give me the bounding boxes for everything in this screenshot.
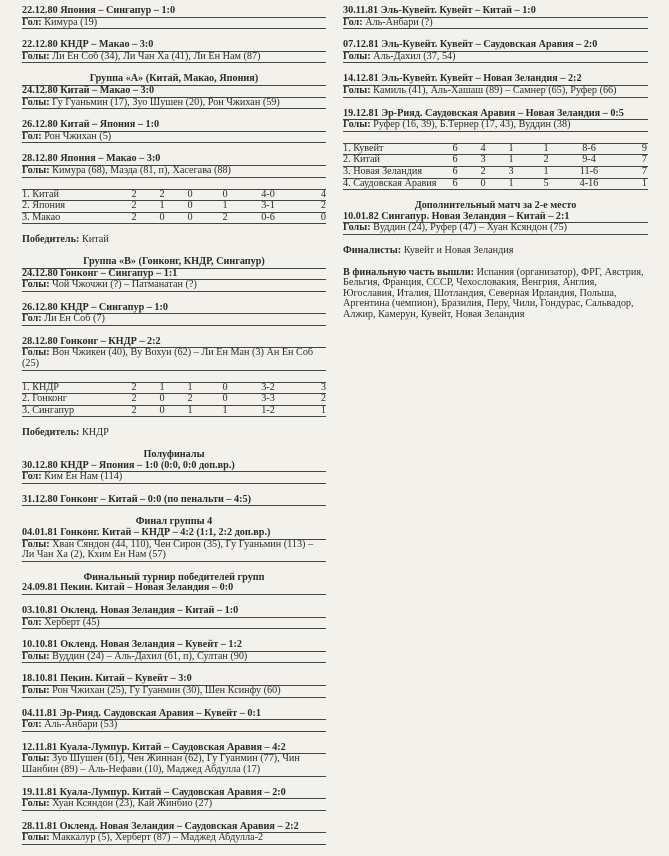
standings-cell: 6 [452,177,458,189]
scorers-line [22,833,326,845]
standings-cell: 0 [222,393,228,405]
summary-label: Победитель: [22,234,80,246]
scorers-label: Голы: [22,538,50,550]
match-block [22,154,326,177]
standings-cell: 2 [131,211,137,223]
scorers-label: Голы: [22,650,50,662]
match-block [22,461,326,484]
standings-cell: 2. Гонконг [22,393,67,405]
summary-label: В финальную часть вышли: [343,266,475,278]
standings-cell: 7 [641,154,647,166]
standings-row [22,405,326,417]
standings-cell: 1 [222,200,228,212]
standings-cell: 6 [452,165,458,177]
match-block [22,583,326,595]
scorers-text: Маккалур (5), Херберт (87) – Маджед Абдулла-2 [52,832,264,844]
standings-cell: 4-0 [261,188,275,200]
scorers-line [22,166,326,178]
standings-cell: 2. Китай [343,154,380,166]
standings-cell: 3-1 [261,200,275,212]
group-header: Группа «В» (Гонконг, КНДР, Сингапур) [22,257,326,269]
match-header: 07.12.81 Эль-Кувейт. Кувейт – Саудовская Аравия – 2:0 [343,40,648,52]
scorers-label: Голы: [22,50,50,62]
standings-cell: 1 [187,404,193,416]
stage-header: Полуфиналы [143,449,205,461]
standings-cell: 3. Новая Зеландия [343,165,423,177]
standings-cell: 2 [131,200,137,212]
standings-cell: 3 [320,381,326,393]
match-header: 28.12.80 Гонконг – КНДР – 2:2 [22,337,326,349]
scorers-text: Камиль (41), Аль-Хашаш (89) – Самнер (65), Руфер (66) [373,84,617,96]
standings-cell: 7 [641,165,647,177]
standings-cell: 0 [320,211,326,223]
match-block [22,120,326,143]
scorers-label: Гол: [22,719,42,731]
standings-cell: 2 [159,188,165,200]
match-block [343,109,648,132]
standings-cell: 8-6 [582,142,596,154]
match-header: 10.01.82 Сингапур. Новая Зеландия – Китай – 2:1 [343,212,648,224]
scorers-label: Голы: [22,279,50,291]
scorers-line [22,52,326,64]
standings-cell: 1. КНДР [22,381,59,393]
match-block [22,6,326,29]
standings-row [343,154,648,166]
standings-cell: 4. Саудовская Аравия [343,177,437,189]
standings-cell: 4 [480,142,486,154]
scorers-label: Голы: [343,84,371,96]
match-header: 18.10.81 Пекин. Китай – Кувейт – 3:0 [22,674,326,686]
match-header: 04.11.81 Эр-Рияд. Саудовская Аравия – Кувейт – 0:1 [22,709,326,721]
scorers-label: Голы: [22,753,50,765]
standings-row [22,382,326,394]
standings-cell: 0 [159,404,165,416]
scorers-line [343,52,648,64]
standings-cell: 3 [480,154,486,166]
standings-cell: 3. Макао [22,211,61,223]
standings-cell: 0 [159,393,165,405]
scorers-line [343,120,648,132]
match-header: 24.12.80 Гонконг – Сингапур – 1:1 [22,269,326,281]
standings-cell: 1 [508,177,514,189]
scorers-text: Рон Чжихан (5) [44,130,112,142]
match-block [22,40,326,63]
scorers-line [343,18,648,30]
standings-cell: 0 [187,200,193,212]
standings-cell: 1-2 [261,404,275,416]
scorers-text: Чой Чжочжи (?) – Патманатан (?) [52,279,197,291]
standings-row [343,178,648,190]
standings-cell: 2 [131,404,137,416]
scorers-label: Гол: [22,16,42,28]
standings-cell: 1. Кувейт [343,142,384,154]
match-header: 19.12.81 Эр-Рияд. Саудовская Аравия – Новая Зеландия – 0:5 [343,109,648,121]
summary-text: КНДР [81,427,109,439]
scorers-label: Гол: [22,471,42,483]
standings-cell: 6 [452,154,458,166]
summary-text: Китай [81,234,109,246]
match-block [343,74,648,97]
match-block [22,788,326,811]
standings-cell: 1 [508,154,514,166]
standings-cell: 0 [187,211,193,223]
stage-header: Финальный турнир победителей групп [83,571,265,583]
standings-row [22,393,326,405]
standings-table [343,143,648,190]
scorers-text: Ким Ен Нам (114) [44,471,123,483]
standings-cell: 2. Япония [22,200,66,212]
scorers-text: Рон Чжихан (25), Гу Гуанмин (30), Шен Ксинфу (60) [52,684,281,696]
match-block [22,822,326,845]
standings-cell: 1 [543,165,549,177]
summary-line [22,235,326,246]
group-header: Группа «А» (Китай, Макао, Япония) [22,74,326,86]
match-header: 14.12.81 Эль-Кувейт. Кувейт – Новая Зеландия – 2:2 [343,74,648,86]
match-header: 12.11.81 Куала-Лумпур. Китай – Саудовская Аравия – 4:2 [22,743,326,755]
standings-cell: 2 [131,393,137,405]
standings-cell: 2 [131,188,137,200]
scorers-line [22,132,326,144]
summary-text: Кувейт и Новая Зеландия [403,244,514,256]
standings-cell: 9-4 [582,154,596,166]
scorers-line [22,540,326,562]
standings-cell: 2 [480,165,486,177]
match-block [22,743,326,777]
summary-text: Испания (организатор), ФРГ, Австрия, Бельгия, Франция, СССР, Чехословакия, Венгрия, Англия, Югославия, Италия, Шотландия, Северная Ирландия, Польша, Аргентина (чемпион), Бразилия, Перу, Чили, Гондурас, Сальвадор, Алжир, Камерун, Кувейт, Новая Зеландия [343,266,644,320]
match-block [343,212,648,235]
standings-cell: 9 [641,142,647,154]
match-header: 22.12.80 Япония – Сингапур – 1:0 [22,6,326,18]
match-block [22,303,326,326]
match-header: 24.09.81 Пекин. Китай – Новая Зеландия – 0:0 [22,583,326,595]
match-header: 31.12.80 Гонконг – Китай – 0:0 (по пенальти – 4:5) [22,495,326,507]
scorers-label: Голы: [22,684,50,696]
standings-cell: 2 [543,154,549,166]
standings-cell: 2 [187,393,193,405]
scorers-text: Гу Гуаньмин (17), Зуо Шушен (20), Рон Чжихан (59) [52,96,280,108]
scorers-text: Вуддин (24), Руфер (47) – Хуан Ксяндон (75) [373,222,567,234]
match-block [22,337,326,371]
match-block [22,528,326,562]
scorers-label: Голы: [22,347,50,359]
match-header: 30.11.81 Эль-Кувейт. Кувейт – Китай – 1:0 [343,6,648,18]
standings-cell: 1 [222,404,228,416]
scorers-line [343,223,648,235]
match-header: 28.12.80 Япония – Макао – 3:0 [22,154,326,166]
standings-cell: 1. Китай [22,188,59,200]
scorers-text: Аль-Анбари (53) [44,719,118,731]
standings-row [343,166,648,178]
scorers-line [22,799,326,811]
scorers-text: Кимура (19) [44,16,98,28]
summary-label: Финалисты: [343,244,402,256]
match-block [22,86,326,109]
standings-cell: 2 [320,393,326,405]
standings-cell: 11-6 [579,165,599,177]
standings-cell: 2 [320,200,326,212]
left-column [22,6,326,856]
scorers-line [22,348,326,370]
scorers-label: Голы: [22,832,50,844]
match-header: 26.12.80 Китай – Япония – 1:0 [22,120,326,132]
scorers-label: Гол: [343,16,363,28]
stage-header: Дополнительный матч за 2-е место [414,200,577,212]
scorers-line [343,86,648,98]
standings-cell: 1 [159,381,165,393]
standings-cell: 1 [508,142,514,154]
match-header: 30.12.80 КНДР – Япония – 1:0 (0:0, 0:0 доп.вр.) [22,461,326,473]
match-header: 26.12.80 КНДР – Сингапур – 1:0 [22,303,326,315]
standings-cell: 3-2 [261,381,275,393]
match-block [22,495,326,507]
match-block [22,269,326,292]
standings-cell: 2 [222,211,228,223]
standings-row [343,143,648,155]
standings-cell: 3 [508,165,514,177]
scorers-label: Голы: [343,119,371,131]
right-column [343,6,648,331]
match-header: 24.12.80 Китай – Макао – 3:0 [22,86,326,98]
match-header: 03.10.81 Окленд. Новая Зеландия – Китай – 1:0 [22,606,326,618]
match-header: 28.11.81 Окленд. Новая Зеландия – Саудовская Аравия – 2:2 [22,822,326,834]
standings-cell: 6 [452,142,458,154]
scorers-text: Ли Ен Соб (34), Ли Чан Ха (41), Ли Ен Нам (87) [52,50,261,62]
scorers-line [22,472,326,484]
scorers-line [22,18,326,30]
match-block [22,640,326,663]
scorers-line [22,280,326,292]
scorers-text: Ли Ен Соб (7) [44,313,105,325]
standings-cell: 1 [543,142,549,154]
match-block [22,674,326,697]
scorers-text: Хван Сяндон (44, 110), Чен Сирон (35), Гу Гуаньмин (113) – Ли Чан Ха (2), Кхим Ен Нам (57) [22,538,314,561]
match-header: 22.12.80 КНДР – Макао – 3:0 [22,40,326,52]
scorers-label: Гол: [22,616,42,628]
summary-line [22,428,326,439]
summary-label: Победитель: [22,427,80,439]
scorers-text: Кимура (68), Маэда (81, п), Хасегава (88) [52,164,231,176]
standings-table [22,382,326,418]
scorers-label: Гол: [22,130,42,142]
match-block [22,606,326,629]
standings-cell: 1 [320,404,326,416]
scorers-label: Голы: [343,50,371,62]
match-block [22,709,326,732]
standings-cell: 0 [222,188,228,200]
standings-cell: 1 [159,200,165,212]
summary-line [343,246,648,257]
standings-row [22,189,326,201]
scorers-line [22,754,326,776]
standings-cell: 5 [543,177,549,189]
scorers-text: Аль-Дахил (37, 54) [373,50,456,62]
standings-row [22,212,326,224]
standings-cell: 0 [480,177,486,189]
scorers-label: Голы: [22,164,50,176]
standings-cell: 3. Сингапур [22,404,75,416]
scorers-label: Голы: [22,96,50,108]
scorers-text: Аль-Анбари (?) [365,16,433,28]
standings-cell: 0 [222,381,228,393]
scorers-text: Зуо Шушен (61), Чен Жиннан (62), Гу Гуанмин (77), Чин Шанбин (89) – Аль-Нефави (10), Маджед Абдулла (17) [22,753,300,775]
stage-header: Финал группы 4 [135,516,213,528]
match-header: 04.01.81 Гонконг. Китай – КНДР – 4:2 (1:1, 2:2 доп.вр.) [22,528,326,540]
standings-cell: 0 [187,188,193,200]
standings-cell: 4-16 [579,177,599,189]
scorers-label: Голы: [343,222,371,234]
scorers-text: Вуддин (24) – Аль-Дахил (61, п), Султан (90) [52,650,248,662]
scorers-line [22,98,326,110]
standings-cell: 2 [131,381,137,393]
scorers-label: Голы: [22,798,50,810]
standings-cell: 0-6 [261,211,275,223]
match-block [343,40,648,63]
summary-line [343,268,648,321]
scorers-line [22,314,326,326]
standings-cell: 1 [187,381,193,393]
scorers-text: Руфер (16, 39), Б.Тернер (17, 43), Вуддин (38) [373,119,571,131]
scorers-line [22,686,326,698]
scorers-text: Хуан Ксяндон (23), Кай Жинбио (27) [52,798,213,810]
standings-row [22,200,326,212]
match-header: 19.11.81 Куала-Лумпур. Китай – Саудовская Аравия – 2:0 [22,788,326,800]
scorers-label: Гол: [22,313,42,325]
scorers-text: Вон Чжикен (40), Ву Вохуи (62) – Ли Ен Ман (3) Ан Ен Соб (25) [22,347,314,370]
standings-cell: 1 [641,177,647,189]
standings-cell: 0 [159,211,165,223]
scorers-text: Херберт (45) [44,616,100,628]
standings-cell: 4 [320,188,326,200]
scorers-line [22,720,326,732]
match-block [343,6,648,29]
standings-cell: 3-3 [261,393,275,405]
scorers-line [22,618,326,630]
scorers-line [22,652,326,664]
standings-table [22,189,326,225]
match-header: 10.10.81 Окленд. Новая Зеландия – Кувейт – 1:2 [22,640,326,652]
